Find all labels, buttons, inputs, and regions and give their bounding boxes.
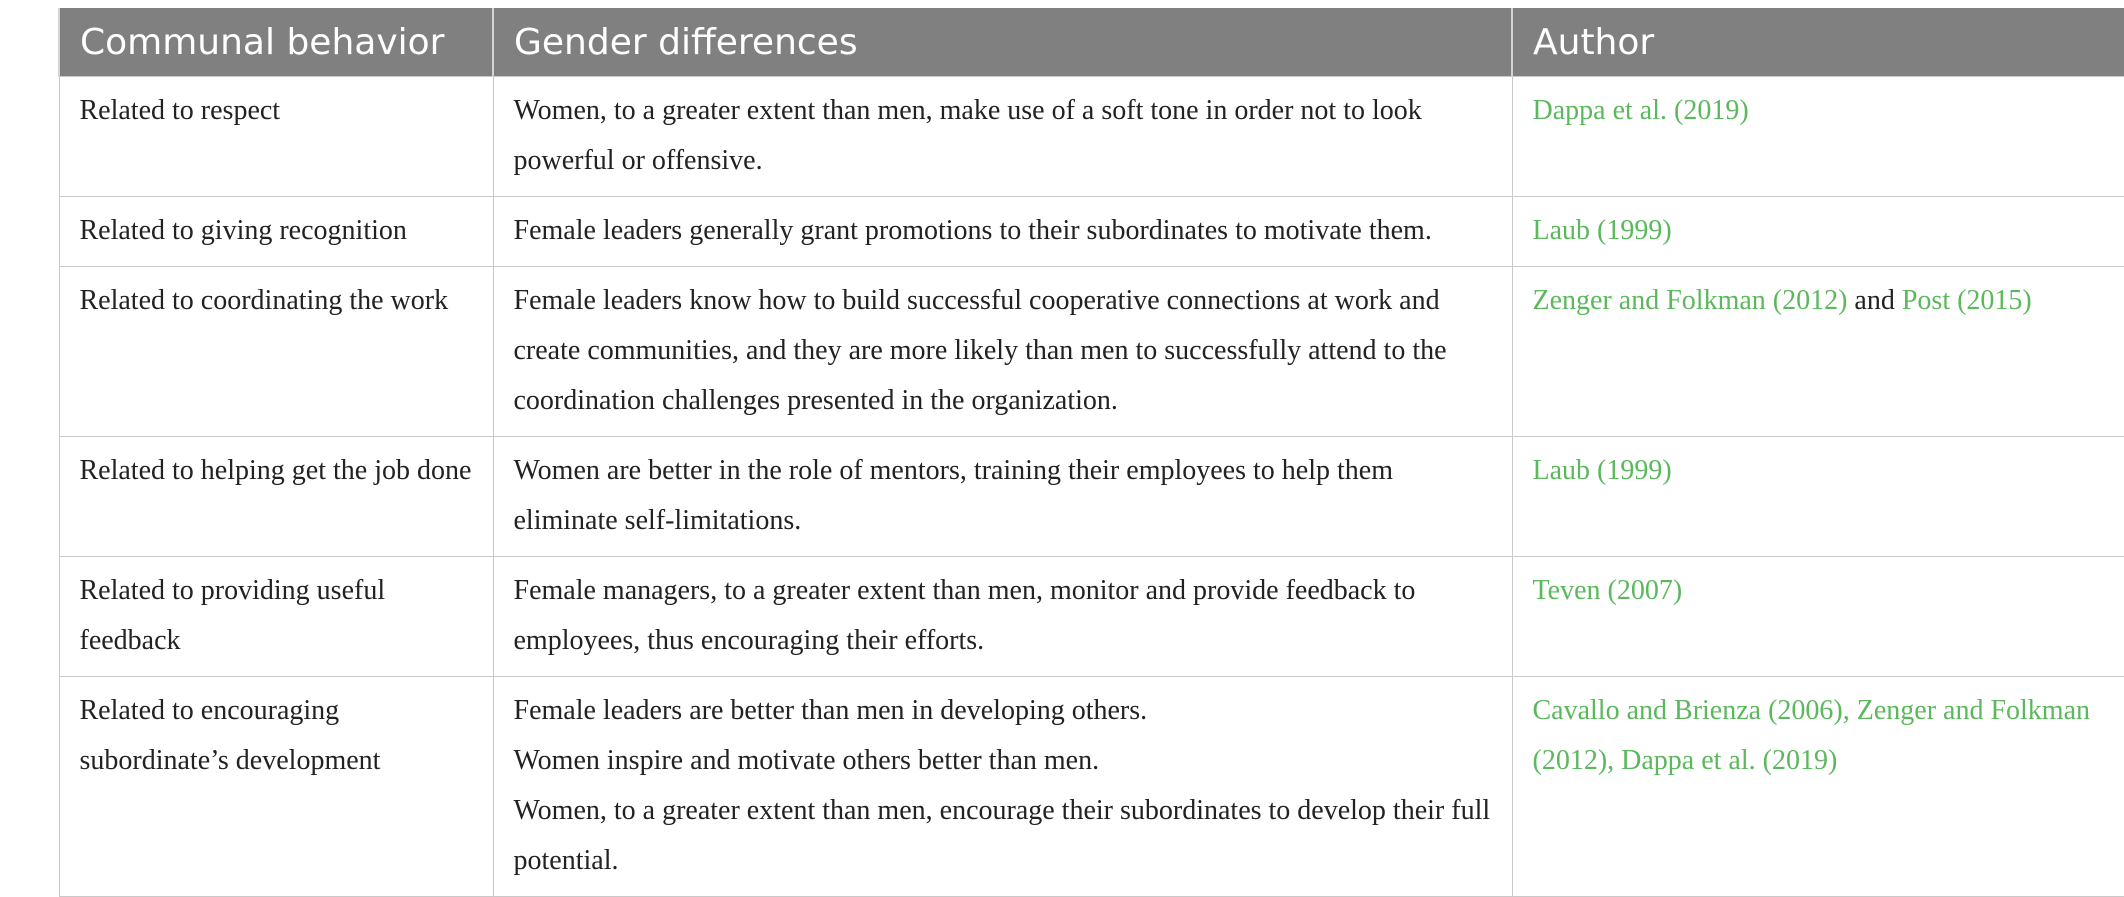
citation-link[interactable]: Teven (2007) <box>1532 575 1683 606</box>
table-row <box>59 267 2124 437</box>
author-cell <box>1512 77 2124 197</box>
differences-cell <box>493 267 1512 437</box>
behavior-cell: Related to helping get the job done <box>59 437 493 557</box>
behavior-cell: Related to giving recognition <box>59 197 493 267</box>
difference-text: Women are better in the role of mentors, training their employees to help them eliminate self-limitations. <box>513 455 1393 536</box>
gender-differences-table <box>58 8 2124 897</box>
table-body <box>59 77 2124 897</box>
table-header <box>59 8 2124 77</box>
citation-link[interactable]: Zenger and Folkman (2012) <box>1532 285 1848 316</box>
behavior-cell: Related to providing useful feedback <box>59 557 493 677</box>
table-row <box>59 437 2124 557</box>
differences-cell <box>493 437 1512 557</box>
citation-joiner: and <box>1847 285 1902 316</box>
table-row <box>59 197 2124 267</box>
difference-text: Female leaders are better than men in developing others. <box>513 695 1148 726</box>
citation-link[interactable]: Laub (1999) <box>1532 455 1672 486</box>
header-author: Author <box>1512 8 2124 77</box>
behavior-cell: Related to coordinating the work <box>59 267 493 437</box>
header-row <box>59 8 2124 77</box>
difference-text: Women, to a greater extent than men, make use of a soft tone in order not to look powerful or offensive. <box>513 95 1422 176</box>
behavior-cell: Related to respect <box>59 77 493 197</box>
header-gender-differences: Gender differences <box>493 8 1512 77</box>
difference-text: Female leaders know how to build successful cooperative connections at work and create communities, and they are more likely than men to successfully attend to the coordination challenges presented in the organization. <box>513 285 1447 416</box>
table-row <box>59 557 2124 677</box>
difference-text: Women, to a greater extent than men, encourage their subordinates to develop their full potential. <box>513 795 1491 876</box>
author-cell <box>1512 437 2124 557</box>
difference-text: Female leaders generally grant promotions to their subordinates to motivate them. <box>513 215 1432 246</box>
differences-cell <box>493 557 1512 677</box>
differences-cell <box>493 77 1512 197</box>
header-communal-behavior: Communal behavior <box>59 8 493 77</box>
differences-cell <box>493 197 1512 267</box>
difference-text: Female managers, to a greater extent than men, monitor and provide feedback to employees, thus encouraging their efforts. <box>513 575 1416 656</box>
citation-link[interactable]: Post (2015) <box>1901 285 2032 316</box>
table-row <box>59 77 2124 197</box>
author-cell <box>1512 197 2124 267</box>
citation-link[interactable]: Laub (1999) <box>1532 215 1672 246</box>
difference-text: Women inspire and motivate others better than men. <box>513 745 1100 776</box>
comparison-table-container <box>58 8 2124 897</box>
author-cell <box>1512 267 2124 437</box>
citation-link[interactable]: Cavallo and Brienza (2006), Zenger and Folkman (2012), Dappa et al. (2019) <box>1532 695 2090 776</box>
behavior-cell: Related to encouraging subordinate’s development <box>59 677 493 897</box>
author-cell <box>1512 557 2124 677</box>
citation-link[interactable]: Dappa et al. (2019) <box>1532 95 1749 126</box>
